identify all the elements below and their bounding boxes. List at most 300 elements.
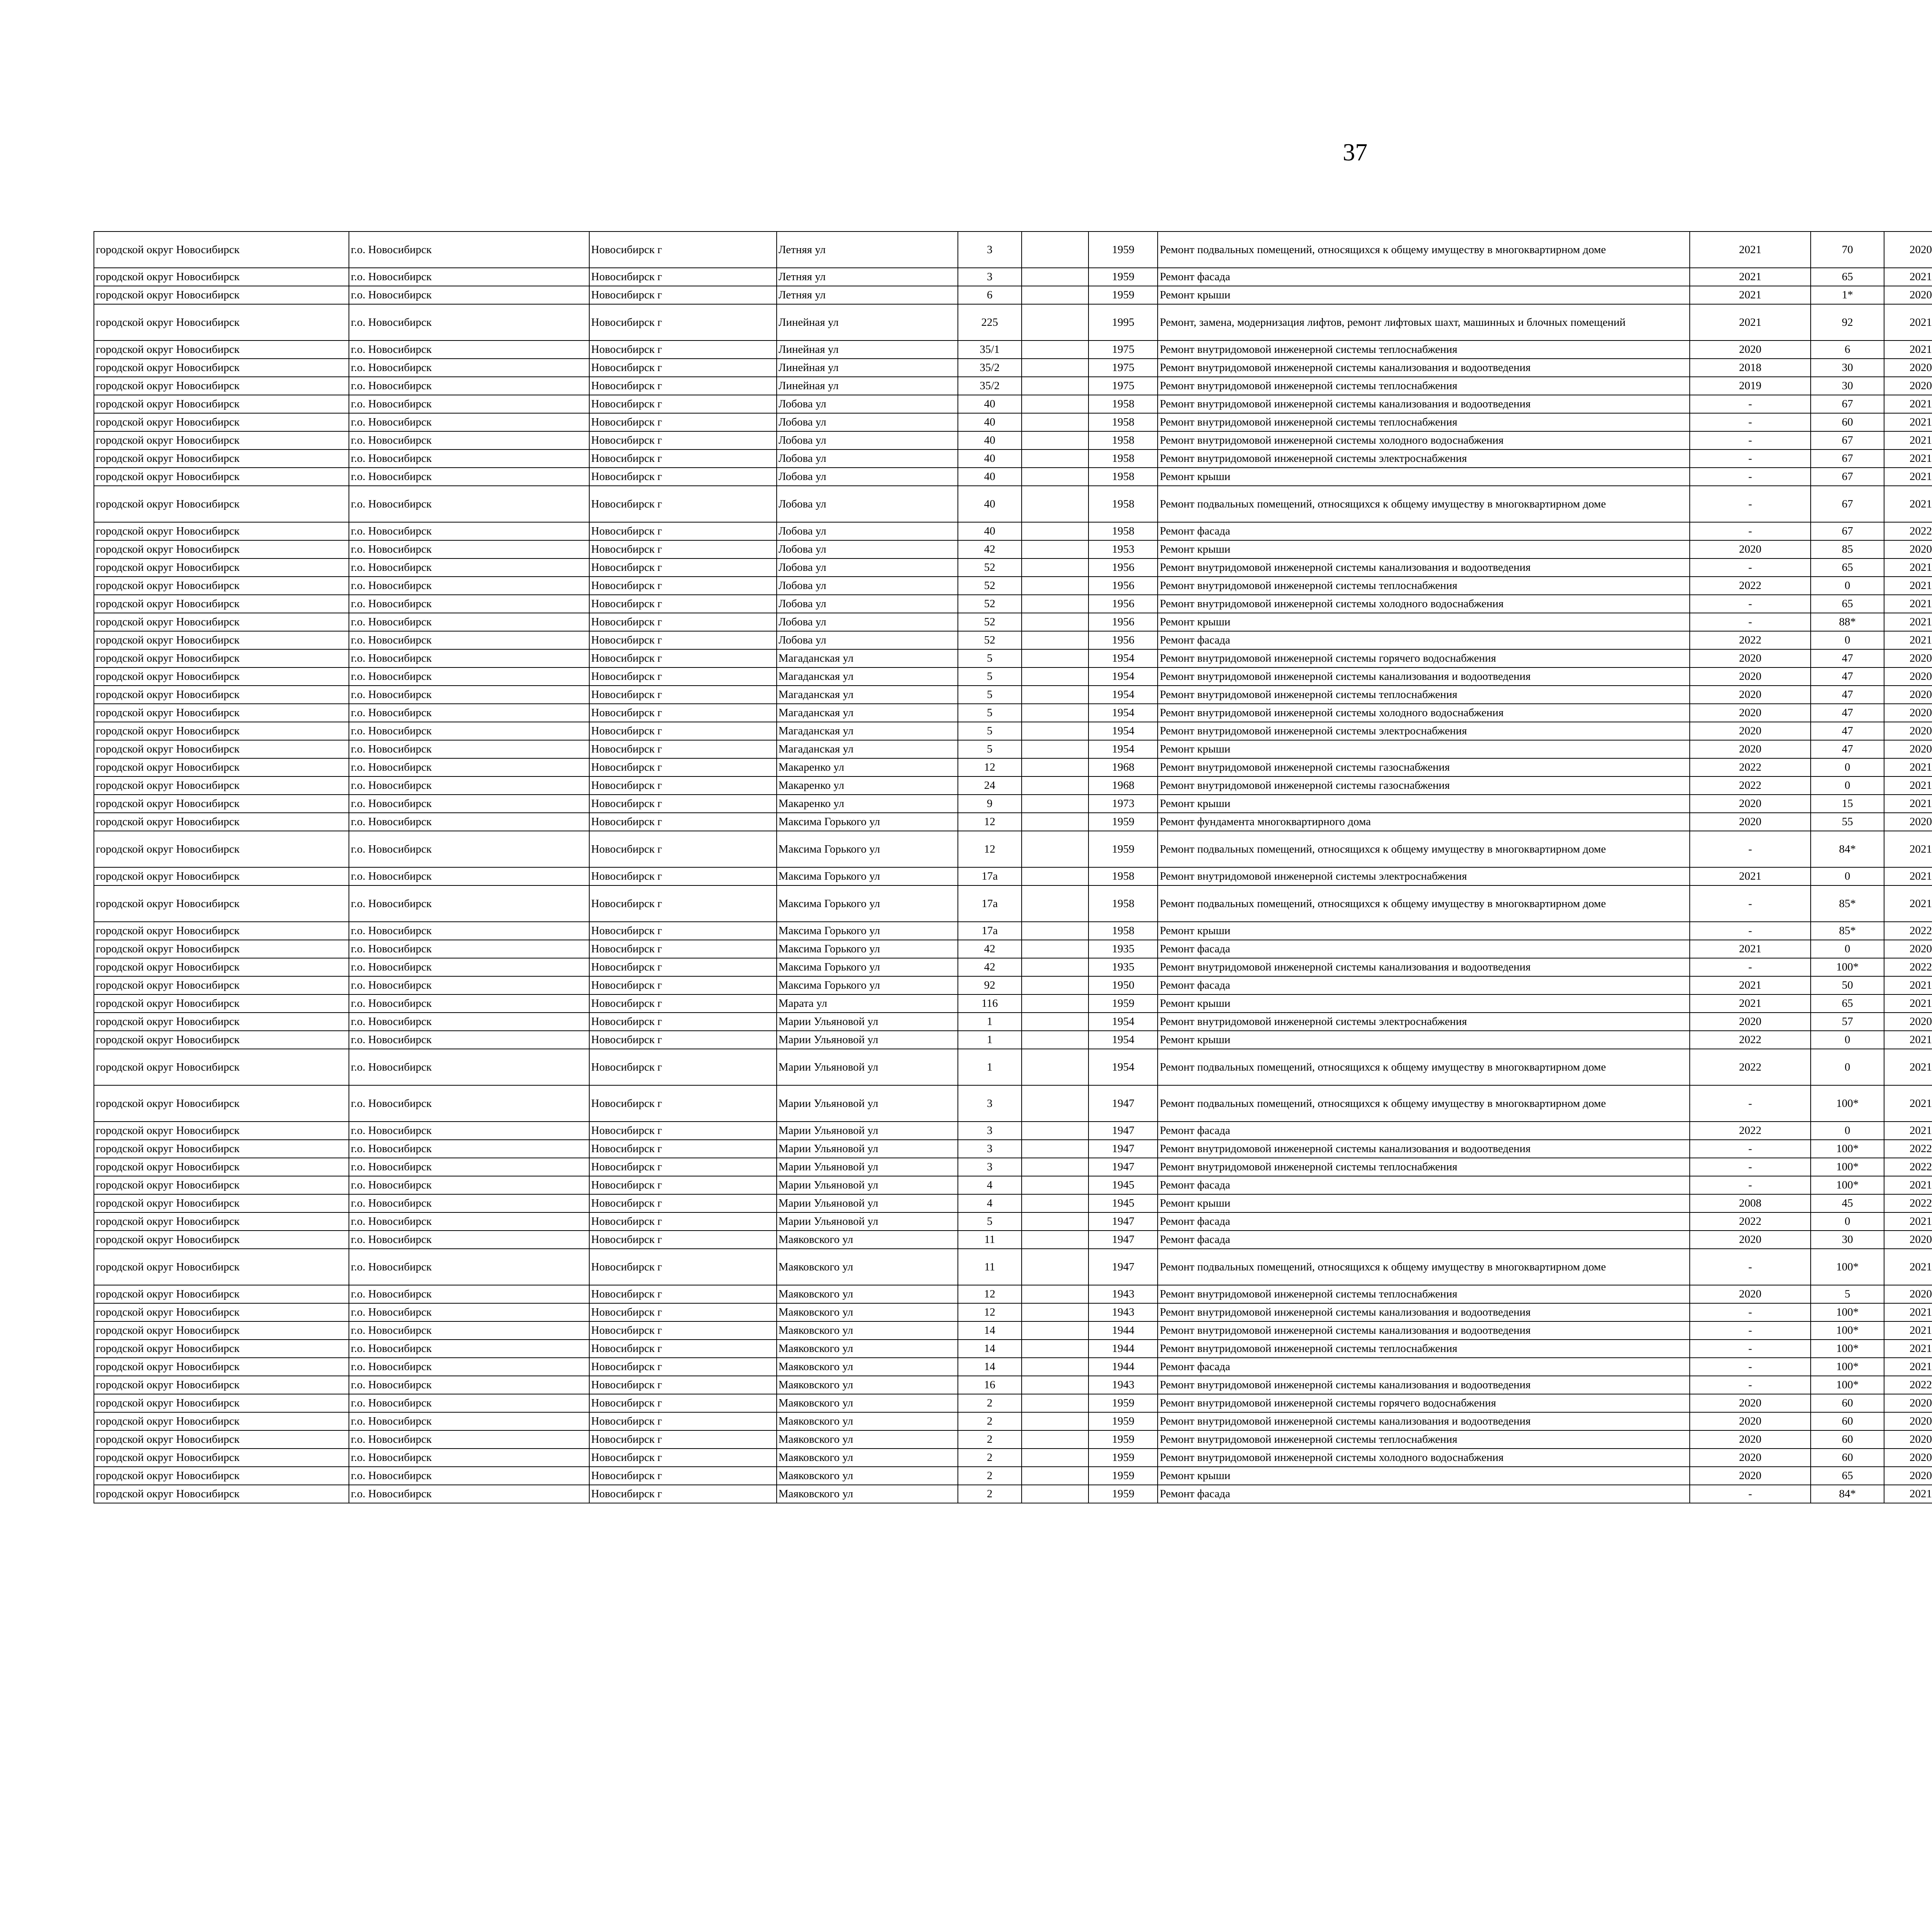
cell-street: Марии Ульяновой ул xyxy=(777,1158,958,1176)
cell-year-last-repair: 2020 xyxy=(1690,1430,1810,1449)
cell-year-built: 1945 xyxy=(1088,1194,1158,1212)
cell-work-type: Ремонт внутридомовой инженерной системы горячего водоснабжения xyxy=(1158,1394,1690,1412)
cell-year-built: 1954 xyxy=(1088,1013,1158,1031)
cell-wear-percent: 65 xyxy=(1811,1467,1884,1485)
cell-building xyxy=(1022,486,1088,522)
cell-municipality: городской округ Новосибирск xyxy=(94,1013,349,1031)
cell-wear-percent: 67 xyxy=(1811,395,1884,413)
cell-wear-percent: 47 xyxy=(1811,667,1884,686)
cell-wear-percent: 0 xyxy=(1811,1212,1884,1231)
cell-year-last-repair: - xyxy=(1690,558,1810,577)
cell-wear-percent: 47 xyxy=(1811,649,1884,667)
cell-planned-year-start: 2021 xyxy=(1884,1321,1932,1340)
cell-wear-percent: 84* xyxy=(1811,1485,1884,1503)
cell-work-type: Ремонт внутридомовой инженерной системы канализования и водоотведения xyxy=(1158,1140,1690,1158)
cell-municipality: городской округ Новосибирск xyxy=(94,304,349,340)
cell-building xyxy=(1022,1376,1088,1394)
cell-work-type: Ремонт внутридомовой инженерной системы газоснабжения xyxy=(1158,776,1690,795)
cell-municipal-district: г.о. Новосибирск xyxy=(349,595,589,613)
cell-municipality: городской округ Новосибирск xyxy=(94,1085,349,1122)
cell-locality: Новосибирск г xyxy=(589,1467,777,1485)
cell-year-built: 1947 xyxy=(1088,1122,1158,1140)
table-row xyxy=(94,686,1932,704)
cell-house-number: 42 xyxy=(958,958,1022,976)
cell-locality: Новосибирск г xyxy=(589,304,777,340)
cell-year-built: 1954 xyxy=(1088,1049,1158,1085)
cell-year-built: 1959 xyxy=(1088,994,1158,1013)
table-row xyxy=(94,885,1932,922)
cell-house-number: 40 xyxy=(958,413,1022,431)
cell-municipal-district: г.о. Новосибирск xyxy=(349,1449,589,1467)
cell-building xyxy=(1022,1140,1088,1158)
cell-street: Максима Горького ул xyxy=(777,885,958,922)
cell-municipality: городской округ Новосибирск xyxy=(94,631,349,649)
cell-building xyxy=(1022,1303,1088,1321)
cell-building xyxy=(1022,268,1088,286)
cell-municipality: городской округ Новосибирск xyxy=(94,686,349,704)
cell-year-last-repair: 2022 xyxy=(1690,1122,1810,1140)
cell-year-last-repair: - xyxy=(1690,922,1810,940)
cell-municipality: городской округ Новосибирск xyxy=(94,704,349,722)
cell-work-type: Ремонт внутридомовой инженерной системы теплоснабжения xyxy=(1158,1285,1690,1303)
cell-planned-year-start: 2021 xyxy=(1884,449,1932,468)
cell-year-built: 1958 xyxy=(1088,867,1158,885)
cell-work-type: Ремонт крыши xyxy=(1158,922,1690,940)
cell-street: Маяковского ул xyxy=(777,1321,958,1340)
cell-wear-percent: 5 xyxy=(1811,1285,1884,1303)
cell-planned-year-start: 2021 xyxy=(1884,1249,1932,1285)
cell-municipality: городской округ Новосибирск xyxy=(94,1467,349,1485)
cell-planned-year-start: 2020 xyxy=(1884,649,1932,667)
cell-house-number: 9 xyxy=(958,795,1022,813)
cell-work-type: Ремонт внутридомовой инженерной системы электроснабжения xyxy=(1158,867,1690,885)
cell-municipal-district: г.о. Новосибирск xyxy=(349,831,589,867)
cell-street: Магаданская ул xyxy=(777,649,958,667)
cell-work-type: Ремонт фасада xyxy=(1158,1176,1690,1194)
cell-municipal-district: г.о. Новосибирск xyxy=(349,1412,589,1430)
cell-locality: Новосибирск г xyxy=(589,1085,777,1122)
cell-year-built: 1944 xyxy=(1088,1358,1158,1376)
cell-house-number: 3 xyxy=(958,268,1022,286)
cell-building xyxy=(1022,831,1088,867)
cell-building xyxy=(1022,340,1088,359)
cell-locality: Новосибирск г xyxy=(589,1049,777,1085)
cell-house-number: 5 xyxy=(958,649,1022,667)
cell-street: Марии Ульяновой ул xyxy=(777,1049,958,1085)
cell-municipal-district: г.о. Новосибирск xyxy=(349,867,589,885)
cell-locality: Новосибирск г xyxy=(589,395,777,413)
cell-year-built: 1956 xyxy=(1088,631,1158,649)
cell-street: Магаданская ул xyxy=(777,704,958,722)
cell-planned-year-start: 2020 xyxy=(1884,1467,1932,1485)
cell-house-number: 52 xyxy=(958,558,1022,577)
cell-wear-percent: 100* xyxy=(1811,1376,1884,1394)
cell-municipality: городской округ Новосибирск xyxy=(94,758,349,776)
cell-planned-year-start: 2020 xyxy=(1884,686,1932,704)
cell-municipal-district: г.о. Новосибирск xyxy=(349,1140,589,1158)
cell-house-number: 40 xyxy=(958,395,1022,413)
cell-year-built: 1959 xyxy=(1088,1485,1158,1503)
cell-municipality: городской округ Новосибирск xyxy=(94,1049,349,1085)
cell-municipality: городской округ Новосибирск xyxy=(94,649,349,667)
cell-municipal-district: г.о. Новосибирск xyxy=(349,631,589,649)
cell-building xyxy=(1022,958,1088,976)
cell-wear-percent: 100* xyxy=(1811,1321,1884,1340)
cell-year-built: 1943 xyxy=(1088,1376,1158,1394)
cell-municipality: городской округ Новосибирск xyxy=(94,286,349,304)
table-row xyxy=(94,558,1932,577)
table-row xyxy=(94,468,1932,486)
cell-year-built: 1958 xyxy=(1088,486,1158,522)
cell-locality: Новосибирск г xyxy=(589,667,777,686)
cell-planned-year-start: 2020 xyxy=(1884,1285,1932,1303)
cell-locality: Новосибирск г xyxy=(589,1140,777,1158)
table-row xyxy=(94,994,1932,1013)
cell-street: Маяковского ул xyxy=(777,1449,958,1467)
cell-year-last-repair: 2020 xyxy=(1690,540,1810,558)
cell-house-number: 5 xyxy=(958,704,1022,722)
cell-planned-year-start: 2021 xyxy=(1884,1212,1932,1231)
cell-house-number: 40 xyxy=(958,522,1022,540)
cell-planned-year-start: 2022 xyxy=(1884,1376,1932,1394)
table-row xyxy=(94,1467,1932,1485)
cell-street: Максима Горького ул xyxy=(777,976,958,994)
cell-wear-percent: 30 xyxy=(1811,377,1884,395)
cell-year-built: 1954 xyxy=(1088,649,1158,667)
cell-planned-year-start: 2020 xyxy=(1884,377,1932,395)
cell-planned-year-start: 2021 xyxy=(1884,1176,1932,1194)
cell-locality: Новосибирск г xyxy=(589,1249,777,1285)
cell-building xyxy=(1022,359,1088,377)
cell-year-last-repair: - xyxy=(1690,958,1810,976)
cell-municipal-district: г.о. Новосибирск xyxy=(349,304,589,340)
table-row xyxy=(94,431,1932,449)
cell-wear-percent: 100* xyxy=(1811,1249,1884,1285)
cell-locality: Новосибирск г xyxy=(589,486,777,522)
cell-municipal-district: г.о. Новосибирск xyxy=(349,1303,589,1321)
cell-year-built: 1959 xyxy=(1088,1394,1158,1412)
cell-year-built: 1959 xyxy=(1088,831,1158,867)
cell-locality: Новосибирск г xyxy=(589,1449,777,1467)
cell-municipal-district: г.о. Новосибирск xyxy=(349,740,589,758)
cell-locality: Новосибирск г xyxy=(589,1212,777,1231)
cell-locality: Новосибирск г xyxy=(589,1303,777,1321)
cell-year-last-repair: 2020 xyxy=(1690,704,1810,722)
cell-planned-year-start: 2021 xyxy=(1884,577,1932,595)
cell-municipality: городской округ Новосибирск xyxy=(94,577,349,595)
cell-year-last-repair: 2022 xyxy=(1690,776,1810,795)
cell-year-last-repair: - xyxy=(1690,1140,1810,1158)
table-row xyxy=(94,413,1932,431)
cell-house-number: 12 xyxy=(958,758,1022,776)
cell-municipal-district: г.о. Новосибирск xyxy=(349,1049,589,1085)
table-row xyxy=(94,1231,1932,1249)
cell-wear-percent: 100* xyxy=(1811,1358,1884,1376)
cell-work-type: Ремонт фасада xyxy=(1158,1358,1690,1376)
page-number: 37 xyxy=(1343,138,1367,166)
cell-house-number: 4 xyxy=(958,1176,1022,1194)
cell-locality: Новосибирск г xyxy=(589,740,777,758)
cell-locality: Новосибирск г xyxy=(589,1340,777,1358)
cell-year-last-repair: 2022 xyxy=(1690,577,1810,595)
cell-street: Макаренко ул xyxy=(777,758,958,776)
cell-locality: Новосибирск г xyxy=(589,958,777,976)
cell-building xyxy=(1022,704,1088,722)
cell-year-built: 1959 xyxy=(1088,1430,1158,1449)
cell-locality: Новосибирск г xyxy=(589,976,777,994)
cell-locality: Новосибирск г xyxy=(589,795,777,813)
cell-locality: Новосибирск г xyxy=(589,994,777,1013)
cell-year-last-repair: - xyxy=(1690,449,1810,468)
cell-year-last-repair: 2020 xyxy=(1690,1449,1810,1467)
cell-wear-percent: 15 xyxy=(1811,795,1884,813)
cell-house-number: 40 xyxy=(958,449,1022,468)
cell-municipality: городской округ Новосибирск xyxy=(94,1340,349,1358)
cell-wear-percent: 47 xyxy=(1811,704,1884,722)
cell-municipal-district: г.о. Новосибирск xyxy=(349,1285,589,1303)
cell-street: Максима Горького ул xyxy=(777,813,958,831)
cell-year-built: 1958 xyxy=(1088,922,1158,940)
cell-locality: Новосибирск г xyxy=(589,286,777,304)
table-row xyxy=(94,577,1932,595)
cell-municipal-district: г.о. Новосибирск xyxy=(349,649,589,667)
cell-year-last-repair: - xyxy=(1690,613,1810,631)
cell-work-type: Ремонт внутридомовой инженерной системы холодного водоснабжения xyxy=(1158,595,1690,613)
cell-planned-year-start: 2021 xyxy=(1884,831,1932,867)
cell-work-type: Ремонт фасада xyxy=(1158,1485,1690,1503)
cell-year-built: 1959 xyxy=(1088,1449,1158,1467)
cell-locality: Новосибирск г xyxy=(589,831,777,867)
table-row xyxy=(94,667,1932,686)
cell-house-number: 14 xyxy=(958,1321,1022,1340)
cell-wear-percent: 100* xyxy=(1811,1340,1884,1358)
cell-year-last-repair: - xyxy=(1690,831,1810,867)
cell-municipal-district: г.о. Новосибирск xyxy=(349,1467,589,1485)
cell-year-last-repair: 2020 xyxy=(1690,722,1810,740)
cell-building xyxy=(1022,758,1088,776)
cell-planned-year-start: 2020 xyxy=(1884,1412,1932,1430)
table-row xyxy=(94,649,1932,667)
cell-work-type: Ремонт фасада xyxy=(1158,268,1690,286)
cell-municipal-district: г.о. Новосибирск xyxy=(349,486,589,522)
cell-building xyxy=(1022,686,1088,704)
cell-municipal-district: г.о. Новосибирск xyxy=(349,1376,589,1394)
table-row xyxy=(94,922,1932,940)
cell-work-type: Ремонт внутридомовой инженерной системы канализования и водоотведения xyxy=(1158,667,1690,686)
cell-year-built: 1956 xyxy=(1088,613,1158,631)
cell-street: Летняя ул xyxy=(777,286,958,304)
cell-locality: Новосибирск г xyxy=(589,1176,777,1194)
cell-work-type: Ремонт подвальных помещений, относящихся к общему имуществу в многоквартирном доме xyxy=(1158,1085,1690,1122)
cell-house-number: 40 xyxy=(958,431,1022,449)
cell-year-built: 1944 xyxy=(1088,1340,1158,1358)
cell-planned-year-start: 2022 xyxy=(1884,922,1932,940)
cell-wear-percent: 47 xyxy=(1811,740,1884,758)
cell-year-last-repair: - xyxy=(1690,1176,1810,1194)
cell-building xyxy=(1022,286,1088,304)
cell-house-number: 1 xyxy=(958,1049,1022,1085)
cell-wear-percent: 47 xyxy=(1811,722,1884,740)
cell-house-number: 14 xyxy=(958,1340,1022,1358)
cell-building xyxy=(1022,740,1088,758)
cell-planned-year-start: 2020 xyxy=(1884,540,1932,558)
cell-year-last-repair: 2022 xyxy=(1690,758,1810,776)
cell-planned-year-start: 2021 xyxy=(1884,1358,1932,1376)
cell-year-built: 1973 xyxy=(1088,795,1158,813)
cell-house-number: 5 xyxy=(958,722,1022,740)
cell-work-type: Ремонт подвальных помещений, относящихся к общему имуществу в многоквартирном доме xyxy=(1158,232,1690,268)
cell-planned-year-start: 2021 xyxy=(1884,613,1932,631)
cell-work-type: Ремонт крыши xyxy=(1158,1031,1690,1049)
cell-street: Максима Горького ул xyxy=(777,922,958,940)
cell-locality: Новосибирск г xyxy=(589,1358,777,1376)
cell-house-number: 12 xyxy=(958,813,1022,831)
cell-wear-percent: 67 xyxy=(1811,468,1884,486)
cell-planned-year-start: 2022 xyxy=(1884,1158,1932,1176)
cell-house-number: 2 xyxy=(958,1467,1022,1485)
cell-year-built: 1947 xyxy=(1088,1085,1158,1122)
cell-house-number: 52 xyxy=(958,631,1022,649)
cell-work-type: Ремонт внутридомовой инженерной системы теплоснабжения xyxy=(1158,1340,1690,1358)
cell-building xyxy=(1022,1467,1088,1485)
cell-municipal-district: г.о. Новосибирск xyxy=(349,268,589,286)
cell-building xyxy=(1022,595,1088,613)
cell-municipality: городской округ Новосибирск xyxy=(94,486,349,522)
cell-building xyxy=(1022,431,1088,449)
cell-work-type: Ремонт внутридомовой инженерной системы горячего водоснабжения xyxy=(1158,649,1690,667)
cell-work-type: Ремонт фасада xyxy=(1158,940,1690,958)
cell-house-number: 12 xyxy=(958,831,1022,867)
cell-work-type: Ремонт фундамента многоквартирного дома xyxy=(1158,813,1690,831)
cell-house-number: 2 xyxy=(958,1485,1022,1503)
cell-building xyxy=(1022,1485,1088,1503)
cell-work-type: Ремонт внутридомовой инженерной системы канализования и водоотведения xyxy=(1158,958,1690,976)
cell-municipality: городской округ Новосибирск xyxy=(94,867,349,885)
cell-house-number: 11 xyxy=(958,1249,1022,1285)
cell-municipal-district: г.о. Новосибирск xyxy=(349,558,589,577)
cell-wear-percent: 100* xyxy=(1811,1158,1884,1176)
cell-planned-year-start: 2022 xyxy=(1884,1194,1932,1212)
table-row xyxy=(94,232,1932,268)
cell-work-type: Ремонт, замена, модернизация лифтов, ремонт лифтовых шахт, машинных и блочных помещений xyxy=(1158,304,1690,340)
cell-wear-percent: 0 xyxy=(1811,1049,1884,1085)
cell-year-built: 1958 xyxy=(1088,395,1158,413)
cell-municipal-district: г.о. Новосибирск xyxy=(349,1485,589,1503)
table-row xyxy=(94,268,1932,286)
cell-wear-percent: 0 xyxy=(1811,776,1884,795)
cell-municipality: городской округ Новосибирск xyxy=(94,1194,349,1212)
cell-municipality: городской округ Новосибирск xyxy=(94,1430,349,1449)
cell-year-last-repair: 2020 xyxy=(1690,1013,1810,1031)
cell-house-number: 3 xyxy=(958,1085,1022,1122)
cell-year-built: 1958 xyxy=(1088,413,1158,431)
cell-municipal-district: г.о. Новосибирск xyxy=(349,667,589,686)
cell-planned-year-start: 2021 xyxy=(1884,1340,1932,1358)
cell-street: Лобова ул xyxy=(777,449,958,468)
cell-street: Лобова ул xyxy=(777,468,958,486)
table-row xyxy=(94,1449,1932,1467)
cell-street: Лобова ул xyxy=(777,395,958,413)
cell-wear-percent: 67 xyxy=(1811,486,1884,522)
cell-year-built: 1975 xyxy=(1088,377,1158,395)
cell-municipality: городской округ Новосибирск xyxy=(94,1212,349,1231)
cell-year-last-repair: - xyxy=(1690,486,1810,522)
cell-house-number: 1 xyxy=(958,1013,1022,1031)
cell-house-number: 2 xyxy=(958,1394,1022,1412)
cell-municipal-district: г.о. Новосибирск xyxy=(349,1321,589,1340)
table-row xyxy=(94,867,1932,885)
table-row xyxy=(94,1321,1932,1340)
cell-work-type: Ремонт подвальных помещений, относящихся к общему имуществу в многоквартирном доме xyxy=(1158,1249,1690,1285)
cell-municipal-district: г.о. Новосибирск xyxy=(349,958,589,976)
cell-work-type: Ремонт внутридомовой инженерной системы канализования и водоотведения xyxy=(1158,359,1690,377)
cell-municipal-district: г.о. Новосибирск xyxy=(349,577,589,595)
cell-building xyxy=(1022,377,1088,395)
cell-locality: Новосибирск г xyxy=(589,359,777,377)
cell-planned-year-start: 2021 xyxy=(1884,1122,1932,1140)
cell-wear-percent: 84* xyxy=(1811,831,1884,867)
cell-municipal-district: г.о. Новосибирск xyxy=(349,1031,589,1049)
cell-year-built: 1947 xyxy=(1088,1140,1158,1158)
cell-municipal-district: г.о. Новосибирск xyxy=(349,704,589,722)
cell-building xyxy=(1022,1430,1088,1449)
cell-street: Линейная ул xyxy=(777,359,958,377)
cell-house-number: 52 xyxy=(958,613,1022,631)
cell-municipality: городской округ Новосибирск xyxy=(94,558,349,577)
cell-building xyxy=(1022,867,1088,885)
cell-house-number: 35/2 xyxy=(958,359,1022,377)
cell-municipality: городской округ Новосибирск xyxy=(94,1158,349,1176)
cell-work-type: Ремонт внутридомовой инженерной системы холодного водоснабжения xyxy=(1158,431,1690,449)
cell-wear-percent: 60 xyxy=(1811,1412,1884,1430)
cell-year-last-repair: 2018 xyxy=(1690,359,1810,377)
cell-building xyxy=(1022,795,1088,813)
cell-street: Марии Ульяновой ул xyxy=(777,1013,958,1031)
cell-locality: Новосибирск г xyxy=(589,885,777,922)
cell-municipal-district: г.о. Новосибирск xyxy=(349,468,589,486)
table-row xyxy=(94,359,1932,377)
cell-work-type: Ремонт внутридомовой инженерной системы теплоснабжения xyxy=(1158,377,1690,395)
cell-planned-year-start: 2021 xyxy=(1884,976,1932,994)
cell-street: Маяковского ул xyxy=(777,1467,958,1485)
cell-wear-percent: 67 xyxy=(1811,449,1884,468)
cell-municipality: городской округ Новосибирск xyxy=(94,1285,349,1303)
table-row xyxy=(94,1122,1932,1140)
cell-building xyxy=(1022,1449,1088,1467)
cell-work-type: Ремонт фасада xyxy=(1158,1122,1690,1140)
table-body xyxy=(94,232,1932,1503)
table-row xyxy=(94,1485,1932,1503)
cell-house-number: 17а xyxy=(958,922,1022,940)
cell-house-number: 116 xyxy=(958,994,1022,1013)
cell-wear-percent: 65 xyxy=(1811,268,1884,286)
cell-municipal-district: г.о. Новосибирск xyxy=(349,813,589,831)
cell-year-built: 1958 xyxy=(1088,468,1158,486)
cell-municipality: городской округ Новосибирск xyxy=(94,468,349,486)
table-row xyxy=(94,340,1932,359)
cell-house-number: 11 xyxy=(958,1231,1022,1249)
cell-municipality: городской округ Новосибирск xyxy=(94,595,349,613)
cell-locality: Новосибирск г xyxy=(589,268,777,286)
cell-wear-percent: 100* xyxy=(1811,958,1884,976)
cell-street: Лобова ул xyxy=(777,631,958,649)
table-row xyxy=(94,613,1932,631)
cell-year-last-repair: - xyxy=(1690,395,1810,413)
cell-locality: Новосибирск г xyxy=(589,413,777,431)
cell-wear-percent: 85* xyxy=(1811,885,1884,922)
cell-year-last-repair: 2020 xyxy=(1690,1412,1810,1430)
cell-building xyxy=(1022,1013,1088,1031)
